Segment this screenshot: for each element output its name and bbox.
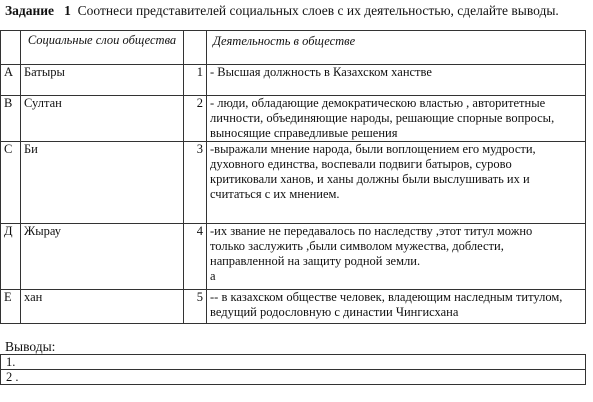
row-letter: Д bbox=[1, 224, 21, 290]
row-letter: С bbox=[1, 142, 21, 224]
task-title bbox=[5, 3, 559, 19]
row-letter: Е bbox=[1, 290, 21, 324]
task-number: 1 bbox=[64, 3, 71, 18]
row-number: 4 bbox=[184, 224, 207, 290]
table-header-row bbox=[1, 31, 586, 65]
row-description: -- в казахском обществе человек, владеющим наследным титулом, ведущий родословную с династии Чингисхана bbox=[207, 290, 586, 324]
row-description: -их звание не передавалось по наследству ,этот титул можно только заслужить ,были символом мужества, доблести, направленной на защиту родной земли. bbox=[210, 224, 533, 268]
row-letter: А bbox=[1, 65, 21, 96]
task-text: Соотнеси представителей социальных слоев с их деятельностью, сделайте выводы. bbox=[77, 3, 559, 18]
conclusion-cell-2[interactable]: 2 . bbox=[1, 370, 586, 385]
row-description: - Высшая должность в Казахском ханстве bbox=[207, 65, 586, 96]
row-description: - люди, обладающие демократическою властью , авторитетные личности, объединяющие народы, решающие спорные вопросы, выносящие справедливые решения bbox=[207, 96, 586, 142]
conclusion-row bbox=[1, 355, 586, 370]
conclusion-cell-1[interactable]: 1. bbox=[1, 355, 586, 370]
row-description: -выражали мнение народа, были воплощением его мудрости, духовного единства, воспевали подвиги батыров, сурово критиковали ханов, и ханы должны были выслушивать их и считаться с их мнением. bbox=[207, 142, 586, 224]
row-name: Би bbox=[21, 142, 184, 224]
row-number: 5 bbox=[184, 290, 207, 324]
row-description-cell bbox=[207, 224, 586, 290]
row-name: Султан bbox=[21, 96, 184, 142]
row-number: 1 bbox=[184, 65, 207, 96]
header-activity: Деятельность в обществе bbox=[207, 31, 586, 65]
table-row bbox=[1, 142, 586, 224]
row-letter: В bbox=[1, 96, 21, 142]
header-layer: Социальные слои общества bbox=[21, 31, 184, 65]
conclusions-table bbox=[0, 354, 586, 385]
task-label: Задание bbox=[5, 3, 55, 18]
row-number: 3 bbox=[184, 142, 207, 224]
header-empty-cell bbox=[1, 31, 21, 65]
matching-table bbox=[0, 30, 586, 324]
row-name: хан bbox=[21, 290, 184, 324]
row-extra-note: а bbox=[210, 269, 216, 283]
conclusions-title: Выводы: bbox=[5, 339, 56, 354]
row-number: 2 bbox=[184, 96, 207, 142]
table-row bbox=[1, 65, 586, 96]
row-name: Батыры bbox=[21, 65, 184, 96]
row-name: Жырау bbox=[21, 224, 184, 290]
table-row bbox=[1, 224, 586, 290]
table-row bbox=[1, 290, 586, 324]
conclusion-row bbox=[1, 370, 586, 385]
header-num-cell bbox=[184, 31, 207, 65]
table-row bbox=[1, 96, 586, 142]
